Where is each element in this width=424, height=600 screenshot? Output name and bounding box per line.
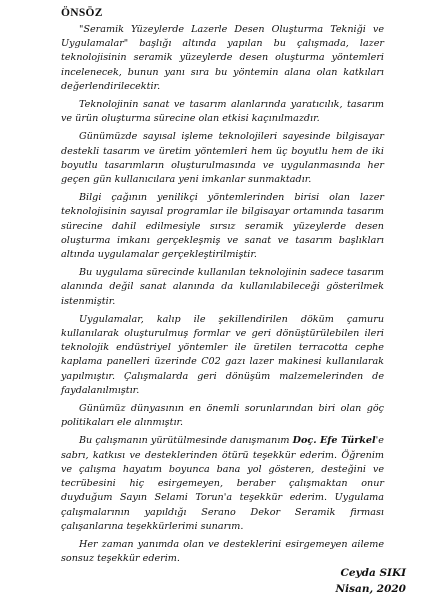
paragraph-laser-technology: Bilgi çağının yenilikçi yöntemlerinden birisi olan lazer teknolojisinin sayısal programlar ile bilgisayar ortamında tasarım sürecine dahil edilmesiyle sırsız seramik yüzeylerde desen oluşturma imkanı gerçekleşmiş ve sanat ve tasarım başlıkları altında uygulamalar gerçekleştirilmiştir. (61, 192, 384, 261)
signature-date: Nisan, 2020 (335, 583, 406, 595)
paragraph-technology: Teknolojinin sanat ve tasarım alanlarında yaratıcılık, tasarım ve ürün oluşturma sürecine olan etkisi kaçınılmazdır. (61, 99, 384, 125)
paragraph-application-process: Bu uygulama sürecinde kullanılan teknolojinin sadece tasarım alanında değil sanat alanında da kullanılabileceği gösterilmek istenmiştir. (61, 267, 384, 307)
page-title: ÖNSÖZ (61, 7, 103, 19)
advisor-name: Doç. Efe Türkel (292, 435, 376, 447)
paragraph-family-thanks: Her zaman yanımda olan ve desteklerini esirgemeyen aileme sonsuz teşekkür ederim. (61, 538, 384, 565)
paragraph-migration: Günümüz dünyasının en önemli sorunlarından biri olan göç politikaları ele alınmıştır. (61, 403, 384, 429)
thanks-before: Bu çalışmanın yürütülmesinde danışmanım (79, 435, 293, 447)
paragraph-intro: "Seramik Yüzeylerde Lazerle Desen Oluşturma Tekniği ve Uygulamalar" başlığı altında yapılan bu çalışmada, lazer teknolojisinin seramik yüzeylerde desen oluşturma yöntemleri incelenecek, bunun yanı sıra bu yöntemin alana olan katkıları değerlendirilecektir. (61, 24, 384, 92)
author-name: Ceyda SIKI (340, 567, 406, 579)
paragraph-applications: Uygulamalar, kalıp ile şekillendirilen döküm çamuru kullanılarak oluşturulmuş formlar ve geri dönüştürülebilen ileri teknolojik endüstriyel yöntemler ile üretilen terracotta cephe kaplama panelleri üzerinde C02 gazı lazer makinesi kullanılarak yapılmıştır. Çalışmalarda geri dönüşüm malzemelerinden de faydalanılmıştır. (61, 313, 384, 396)
thanks-after: 'e sabrı, katkısı ve desteklerinden ötürü teşekkür ederim. Öğrenim ve çalışma hayatım boyunca bana yol gösteren, desteğini ve tecrübesini hiç esirgemeyen, beraber çalışmaktan onur duyduğum Sayın Selami Torun'a teşekkür ederim. Uygulama çalışmalarının yapıldığı Serano Dekor Seramik firması çalışanlarına teşekkürlerimi sunarım. (61, 435, 384, 532)
paragraph-acknowledgements (61, 434, 384, 533)
paragraph-digital-processing: Günümüzde sayısal işleme teknolojileri sayesinde bilgisayar destekli tasarım ve üretim yöntemleri hem üç boyutlu hem de iki boyutlu tasarımların oluşturulmasında ve uygulanmasında her geçen gün kullanıcılara yeni imkanlar sunmaktadır. (61, 131, 384, 186)
